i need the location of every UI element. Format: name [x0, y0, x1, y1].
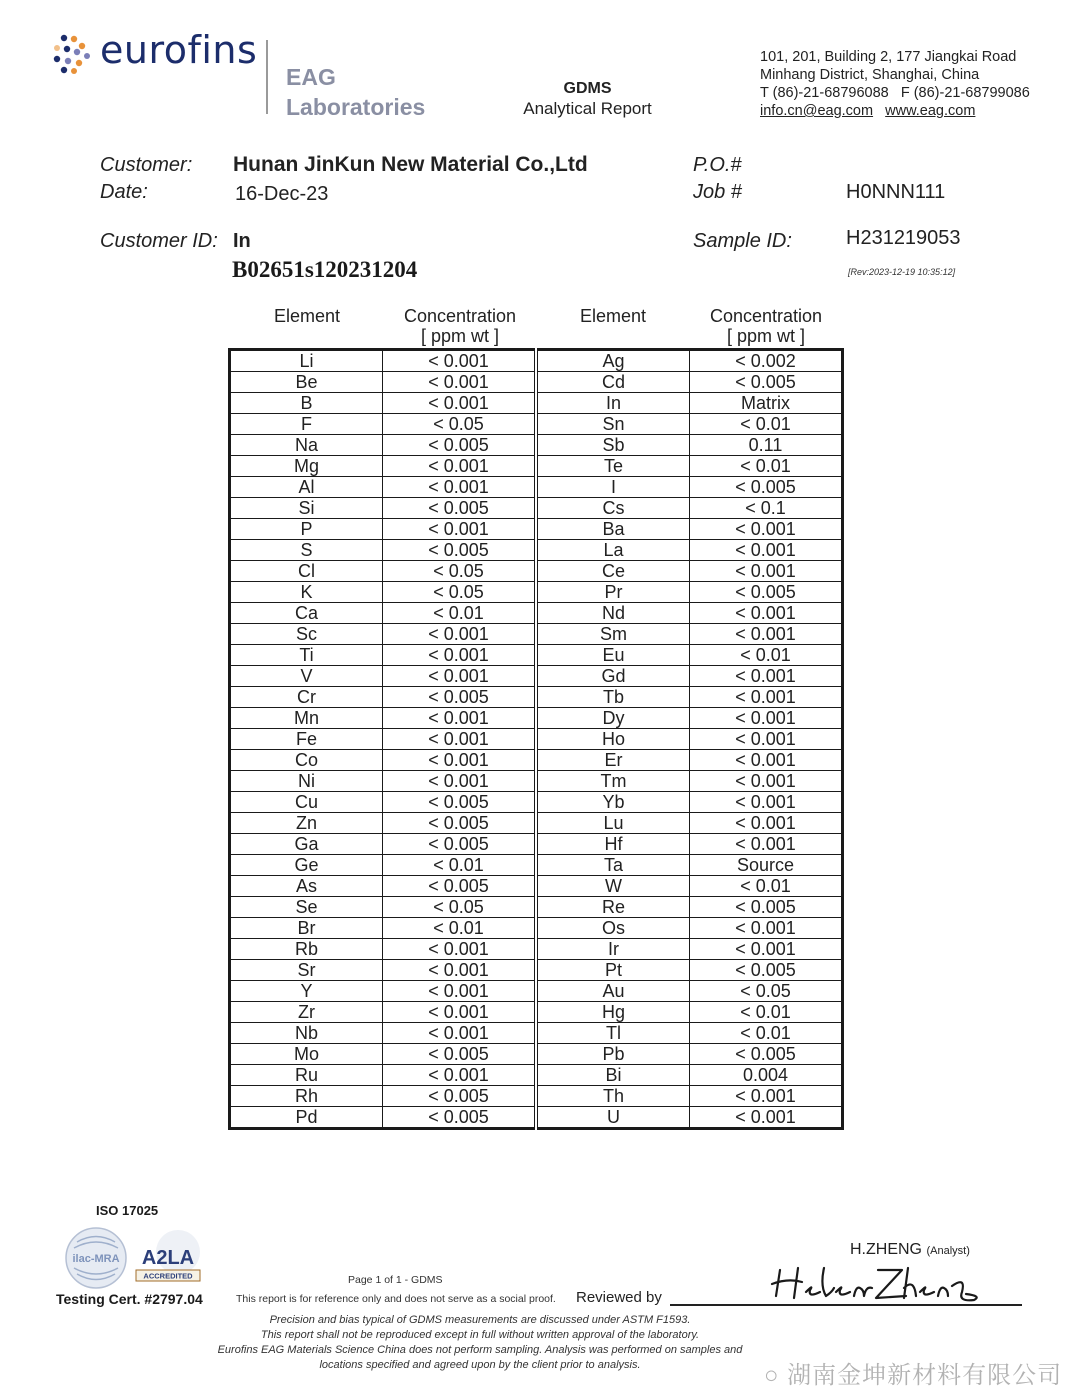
concentration-cell: < 0.05: [383, 561, 537, 582]
element-cell: Mg: [230, 456, 383, 477]
table-row: [230, 750, 843, 771]
element-cell: Ag: [536, 350, 690, 372]
address-line-2: Minhang District, Shanghai, China: [760, 67, 980, 83]
element-cell: Fe: [230, 729, 383, 750]
eurofins-logo: eurofins: [100, 28, 258, 72]
lab-address: [760, 48, 1030, 120]
concentration-cell: < 0.05: [383, 582, 537, 603]
element-cell: Tb: [536, 687, 690, 708]
element-cell: Zr: [230, 1002, 383, 1023]
customer-name: Hunan JinKun New Material Co.,Ltd: [233, 153, 588, 176]
concentration-cell: Matrix: [690, 393, 843, 414]
concentration-cell: < 0.001: [690, 1086, 843, 1107]
concentration-cell: < 0.01: [690, 414, 843, 435]
element-cell: Se: [230, 897, 383, 918]
table-row: [230, 981, 843, 1002]
contact-links: [760, 102, 1030, 120]
disclaimer-line: Precision and bias typical of GDMS measurements are discussed under ASTM F1593.: [269, 1314, 691, 1326]
website-link[interactable]: www.eag.com: [885, 103, 976, 119]
element-cell: P: [230, 519, 383, 540]
concentration-cell: < 0.005: [383, 1044, 537, 1065]
element-cell: Th: [536, 1086, 690, 1107]
element-cell: V: [230, 666, 383, 687]
element-cell: Tm: [536, 771, 690, 792]
element-cell: Mn: [230, 708, 383, 729]
table-row: [230, 561, 843, 582]
table-row: [230, 771, 843, 792]
watermark-text: 湖南金坤新材料有限公司: [787, 1362, 1063, 1389]
concentration-cell: < 0.001: [383, 708, 537, 729]
logo-divider: [266, 40, 268, 114]
concentration-cell: < 0.01: [690, 645, 843, 666]
element-cell: Y: [230, 981, 383, 1002]
concentration-cell: < 0.001: [383, 393, 537, 414]
concentration-cell: < 0.001: [690, 939, 843, 960]
element-cell: Rh: [230, 1086, 383, 1107]
concentration-cell: < 0.001: [383, 771, 537, 792]
concentration-cell: < 0.001: [383, 372, 537, 393]
job-label: Job #: [693, 181, 742, 203]
customer-id-code: B02651s120231204: [232, 257, 418, 282]
results-table: [228, 348, 844, 1130]
table-row: [230, 813, 843, 834]
element-cell: Ca: [230, 603, 383, 624]
table-row: [230, 1107, 843, 1129]
element-cell: Li: [230, 350, 383, 372]
concentration-cell: < 0.005: [383, 876, 537, 897]
element-cell: Mo: [230, 1044, 383, 1065]
element-cell: Er: [536, 750, 690, 771]
report-date: 16-Dec-23: [235, 183, 329, 205]
concentration-cell: < 0.005: [690, 582, 843, 603]
header-unit-label: [ ppm wt ]: [420, 326, 500, 346]
element-cell: Sr: [230, 960, 383, 981]
element-cell: As: [230, 876, 383, 897]
element-cell: Cu: [230, 792, 383, 813]
header-concentration-2: [690, 306, 842, 346]
concentration-cell: < 0.001: [383, 750, 537, 771]
eag-laboratories-logo: [286, 62, 425, 122]
table-row: [230, 645, 843, 666]
concentration-cell: < 0.005: [690, 897, 843, 918]
element-cell: Si: [230, 498, 383, 519]
element-cell: F: [230, 414, 383, 435]
concentration-cell: < 0.001: [383, 456, 537, 477]
table-row: [230, 603, 843, 624]
table-row: [230, 792, 843, 813]
element-cell: Bi: [536, 1065, 690, 1086]
date-label: Date:: [100, 181, 148, 203]
eag-text: EAG: [286, 64, 336, 90]
wechat-icon: ○: [764, 1362, 780, 1389]
concentration-cell: < 0.001: [383, 729, 537, 750]
table-row: [230, 414, 843, 435]
laboratories-text: Laboratories: [286, 94, 426, 120]
element-cell: Eu: [536, 645, 690, 666]
concentration-cell: < 0.001: [690, 792, 843, 813]
element-cell: S: [230, 540, 383, 561]
concentration-cell: < 0.002: [690, 350, 843, 372]
concentration-cell: < 0.001: [383, 939, 537, 960]
element-cell: U: [536, 1107, 690, 1129]
concentration-cell: < 0.001: [383, 1002, 537, 1023]
table-row: [230, 1002, 843, 1023]
element-cell: I: [536, 477, 690, 498]
element-cell: Ru: [230, 1065, 383, 1086]
seal2-text: A2LA: [141, 1247, 195, 1269]
analyst: [850, 1240, 970, 1261]
concentration-cell: < 0.001: [690, 666, 843, 687]
element-cell: Pr: [536, 582, 690, 603]
concentration-cell: < 0.01: [690, 456, 843, 477]
element-cell: W: [536, 876, 690, 897]
address-line-1: 101, 201, Building 2, 177 Jiangkai Road: [760, 49, 1017, 65]
concentration-cell: < 0.01: [383, 603, 537, 624]
analyst-name: H.ZHENG: [850, 1241, 922, 1258]
concentration-cell: < 0.001: [690, 750, 843, 771]
element-cell: Pd: [230, 1107, 383, 1129]
concentration-cell: < 0.01: [690, 1002, 843, 1023]
concentration-cell: < 0.05: [690, 981, 843, 1002]
table-row: [230, 855, 843, 876]
table-row: [230, 1086, 843, 1107]
element-cell: Na: [230, 435, 383, 456]
report-type-subtitle: Analytical Report: [523, 99, 652, 118]
job-number: H0NNN111: [846, 181, 946, 203]
concentration-cell: < 0.005: [690, 477, 843, 498]
concentration-cell: < 0.001: [383, 981, 537, 1002]
table-row: [230, 897, 843, 918]
concentration-cell: < 0.001: [690, 771, 843, 792]
element-cell: K: [230, 582, 383, 603]
concentration-cell: < 0.005: [383, 435, 537, 456]
concentration-cell: < 0.001: [690, 519, 843, 540]
concentration-cell: < 0.001: [690, 729, 843, 750]
element-cell: Cd: [536, 372, 690, 393]
ilac-mra-seal-icon: [64, 1226, 128, 1290]
table-row: [230, 393, 843, 414]
table-row: [230, 498, 843, 519]
signature-line: [670, 1304, 1022, 1306]
element-cell: Ta: [536, 855, 690, 876]
reference-note: This report is for reference only and does not serve as a social proof.: [236, 1293, 556, 1305]
element-cell: Os: [536, 918, 690, 939]
concentration-cell: < 0.001: [690, 561, 843, 582]
disclaimer-line: This report shall not be reproduced except in full without written approval of the laboratory.: [260, 1329, 700, 1341]
header-concentration-label: Concentration: [709, 306, 823, 326]
customer-label: Customer:: [100, 154, 193, 176]
concentration-cell: < 0.001: [383, 350, 537, 372]
report-type-title: GDMS: [563, 80, 612, 97]
element-cell: In: [536, 393, 690, 414]
concentration-cell: < 0.001: [383, 624, 537, 645]
table-row: [230, 960, 843, 981]
element-cell: Ga: [230, 834, 383, 855]
seal2-badge: ACCREDITED: [143, 1271, 193, 1281]
concentration-cell: < 0.01: [383, 855, 537, 876]
sample-id-label: Sample ID:: [693, 230, 792, 252]
header-unit-label: [ ppm wt ]: [726, 326, 806, 346]
element-cell: Hf: [536, 834, 690, 855]
contact-phones: [760, 84, 1030, 102]
table-row: [230, 834, 843, 855]
table-row: [230, 1023, 843, 1044]
element-cell: Cl: [230, 561, 383, 582]
disclaimer: [200, 1313, 760, 1373]
reviewed-by-label: Reviewed by: [576, 1289, 662, 1306]
table-row: [230, 918, 843, 939]
concentration-cell: < 0.001: [690, 540, 843, 561]
iso-standard: ISO 17025: [96, 1203, 159, 1218]
header-concentration-1: [384, 306, 536, 346]
element-cell: Gd: [536, 666, 690, 687]
element-cell: Lu: [536, 813, 690, 834]
element-cell: Co: [230, 750, 383, 771]
header-concentration-label: Concentration: [403, 306, 517, 326]
watermark: [764, 1362, 1062, 1390]
table-row: [230, 350, 843, 372]
element-cell: Ni: [230, 771, 383, 792]
concentration-cell: < 0.005: [383, 813, 537, 834]
element-cell: Re: [536, 897, 690, 918]
element-cell: Cs: [536, 498, 690, 519]
element-cell: Ba: [536, 519, 690, 540]
concentration-cell: < 0.001: [690, 603, 843, 624]
concentration-cell: < 0.05: [383, 414, 537, 435]
concentration-cell: < 0.1: [690, 498, 843, 519]
table-row: [230, 1065, 843, 1086]
element-cell: Be: [230, 372, 383, 393]
concentration-cell: < 0.005: [690, 960, 843, 981]
concentration-cell: < 0.001: [383, 1065, 537, 1086]
concentration-cell: < 0.001: [690, 708, 843, 729]
concentration-cell: Source: [690, 855, 843, 876]
customer-id-value: In: [233, 230, 251, 252]
concentration-cell: < 0.01: [383, 918, 537, 939]
concentration-cell: < 0.005: [383, 498, 537, 519]
analyst-role: (Analyst): [926, 1245, 970, 1257]
results-table-body: [230, 350, 843, 1129]
table-row: [230, 519, 843, 540]
concentration-cell: < 0.001: [383, 960, 537, 981]
concentration-cell: < 0.001: [383, 666, 537, 687]
element-cell: Rb: [230, 939, 383, 960]
element-cell: Ti: [230, 645, 383, 666]
concentration-cell: < 0.01: [690, 1023, 843, 1044]
concentration-cell: < 0.001: [383, 1023, 537, 1044]
element-cell: Sb: [536, 435, 690, 456]
element-cell: B: [230, 393, 383, 414]
element-cell: Pt: [536, 960, 690, 981]
element-cell: Nb: [230, 1023, 383, 1044]
concentration-cell: < 0.01: [690, 876, 843, 897]
element-cell: Yb: [536, 792, 690, 813]
element-cell: La: [536, 540, 690, 561]
email-link[interactable]: info.cn@eag.com: [760, 103, 874, 119]
disclaimer-line: Eurofins EAG Materials Science China does not perform sampling. Analysis was performed on samples and: [217, 1344, 743, 1356]
concentration-cell: < 0.005: [383, 1086, 537, 1107]
revision-stamp: [Rev:2023-12-19 10:35:12]: [848, 267, 956, 277]
element-cell: Tl: [536, 1023, 690, 1044]
concentration-cell: < 0.001: [690, 918, 843, 939]
disclaimer-line: locations specified and agreed upon by the client prior to analysis.: [319, 1359, 641, 1371]
header-element-2: Element: [579, 306, 647, 326]
concentration-cell: < 0.001: [690, 834, 843, 855]
table-row: [230, 435, 843, 456]
fax-number: F (86)-21-68799086: [900, 85, 1030, 101]
customer-id-label: Customer ID:: [100, 230, 218, 252]
element-cell: Al: [230, 477, 383, 498]
element-cell: Ge: [230, 855, 383, 876]
concentration-cell: < 0.001: [383, 519, 537, 540]
concentration-cell: < 0.005: [383, 540, 537, 561]
element-cell: Pb: [536, 1044, 690, 1065]
concentration-cell: < 0.001: [383, 645, 537, 666]
page-number: Page 1 of 1 - GDMS: [348, 1274, 443, 1286]
element-cell: Dy: [536, 708, 690, 729]
element-cell: Zn: [230, 813, 383, 834]
table-row: [230, 1044, 843, 1065]
header-element-1: Element: [273, 306, 341, 326]
concentration-cell: 0.004: [690, 1065, 843, 1086]
concentration-cell: < 0.005: [383, 834, 537, 855]
table-row: [230, 687, 843, 708]
element-cell: Sm: [536, 624, 690, 645]
element-cell: Br: [230, 918, 383, 939]
concentration-cell: < 0.001: [383, 477, 537, 498]
table-row: [230, 729, 843, 750]
element-cell: Cr: [230, 687, 383, 708]
element-cell: Sn: [536, 414, 690, 435]
sample-id-value: H231219053: [846, 227, 961, 249]
concentration-cell: < 0.005: [690, 372, 843, 393]
element-cell: Sc: [230, 624, 383, 645]
element-cell: Ho: [536, 729, 690, 750]
report-type: [500, 80, 675, 119]
concentration-cell: < 0.001: [690, 687, 843, 708]
table-row: [230, 708, 843, 729]
handwritten-signature-icon: [768, 1262, 998, 1302]
element-cell: Hg: [536, 1002, 690, 1023]
concentration-cell: < 0.001: [690, 813, 843, 834]
concentration-cell: < 0.005: [383, 687, 537, 708]
element-cell: Ir: [536, 939, 690, 960]
phone-number: T (86)-21-68796088: [760, 85, 889, 101]
a2la-accredited-seal-icon: [134, 1228, 202, 1284]
table-row: [230, 456, 843, 477]
element-cell: Ce: [536, 561, 690, 582]
concentration-cell: < 0.005: [383, 792, 537, 813]
concentration-cell: < 0.005: [383, 1107, 537, 1129]
seal1-text: ilac-MRA: [72, 1253, 120, 1265]
concentration-cell: 0.11: [690, 435, 843, 456]
concentration-cell: < 0.001: [690, 1107, 843, 1129]
table-row: [230, 372, 843, 393]
element-cell: Au: [536, 981, 690, 1002]
table-row: [230, 477, 843, 498]
table-row: [230, 540, 843, 561]
eurofins-logo-icon: [52, 34, 94, 74]
element-cell: Te: [536, 456, 690, 477]
concentration-cell: < 0.05: [383, 897, 537, 918]
po-label: P.O.#: [693, 154, 742, 176]
table-row: [230, 939, 843, 960]
table-row: [230, 876, 843, 897]
concentration-cell: < 0.005: [690, 1044, 843, 1065]
table-row: [230, 582, 843, 603]
concentration-cell: < 0.001: [690, 624, 843, 645]
table-row: [230, 624, 843, 645]
testing-certificate: Testing Cert. #2797.04: [56, 1291, 203, 1307]
element-cell: Nd: [536, 603, 690, 624]
table-row: [230, 666, 843, 687]
